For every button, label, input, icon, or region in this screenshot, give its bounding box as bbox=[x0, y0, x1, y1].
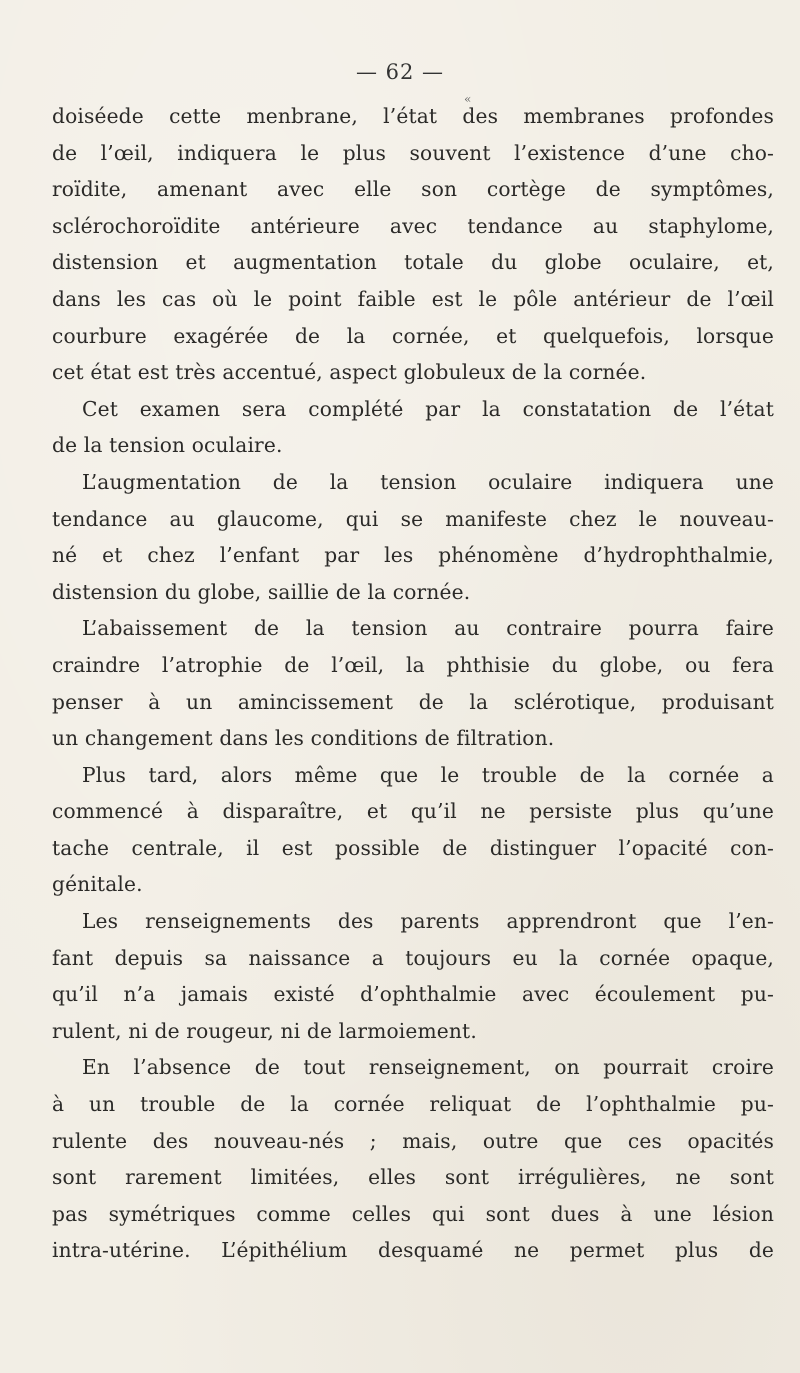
text-line: rulente des nouveau-nés ; mais, outre que ces opacités bbox=[52, 1128, 774, 1153]
text-line: tache centrale, il est possible de distinguer l’opacité con- bbox=[52, 835, 774, 860]
text-line: sont rarement limitées, elles sont irrégulières, ne sont bbox=[52, 1165, 774, 1190]
page-number: — 62 — bbox=[355, 60, 445, 84]
text-line: Les renseignements des parents apprendront que l’en- bbox=[82, 909, 774, 934]
text-line: tendance au glaucome, qui se manifeste chez le nouveau- bbox=[52, 506, 774, 531]
text-line: doiséede cette menbrane, l’état des membranes profondes bbox=[52, 104, 774, 128]
text-line: fant depuis sa naissance a toujours eu la cornée opaque, bbox=[52, 945, 774, 970]
text-line: L’abaissement de la tension au contraire pourra faire bbox=[82, 616, 774, 641]
text-line: un changement dans les conditions de filtration. bbox=[52, 726, 555, 751]
text-line: courbure exagérée de la cornée, et quelquefois, lorsque bbox=[52, 323, 774, 348]
text-line: Plus tard, alors même que le trouble de la cornée a bbox=[82, 762, 774, 787]
text-line: qu’il n’a jamais existé d’ophthalmie avec écoulement pu- bbox=[52, 982, 774, 1007]
text-line: pas symétriques comme celles qui sont dues à une lésion bbox=[52, 1201, 774, 1226]
text-line: distension et augmentation totale du globe oculaire, et, bbox=[52, 250, 774, 275]
text-line: craindre l’atrophie de l’œil, la phthisie du globe, ou fera bbox=[52, 652, 774, 677]
text-line: à un trouble de la cornée reliquat de l’ophthalmie pu- bbox=[52, 1092, 774, 1117]
text-line: de l’œil, indiquera le plus souvent l’existence d’une cho- bbox=[52, 140, 774, 165]
text-line: cet état est très accentué, aspect globuleux de la cornée. bbox=[52, 360, 647, 385]
text-line: En l’absence de tout renseignement, on pourrait croire bbox=[82, 1055, 774, 1080]
text-line: penser à un amincissement de la sclérotique, produisant bbox=[52, 689, 774, 714]
text-line: Cet examen sera complété par la constatation de l’état bbox=[82, 396, 774, 421]
text-line: dans les cas où le point faible est le pôle antérieur de l’œil bbox=[52, 286, 774, 311]
text-line: roïdite, amenant avec elle son cortège de symptômes, bbox=[52, 177, 774, 202]
text-line: intra-utérine. L’épithélium desquamé ne permet plus de bbox=[52, 1238, 774, 1263]
text-line: sclérochoroïdite antérieure avec tendance au staphylome, bbox=[52, 213, 774, 238]
text-line: rulent, ni de rougeur, ni de larmoiement. bbox=[52, 1018, 477, 1043]
text-line: né et chez l’enfant par les phénomène d’hydrophthalmie, bbox=[52, 543, 774, 568]
text-line: commencé à disparaître, et qu’il ne persiste plus qu’une bbox=[52, 799, 774, 824]
printer-mark: « bbox=[464, 92, 472, 106]
text-line: génitale. bbox=[52, 872, 143, 897]
text-line: distension du globe, saillie de la cornée. bbox=[52, 579, 471, 604]
body-text bbox=[52, 98, 774, 1269]
text-line: de la tension oculaire. bbox=[52, 433, 283, 458]
text-line: L’augmentation de la tension oculaire indiquera une bbox=[82, 469, 774, 494]
